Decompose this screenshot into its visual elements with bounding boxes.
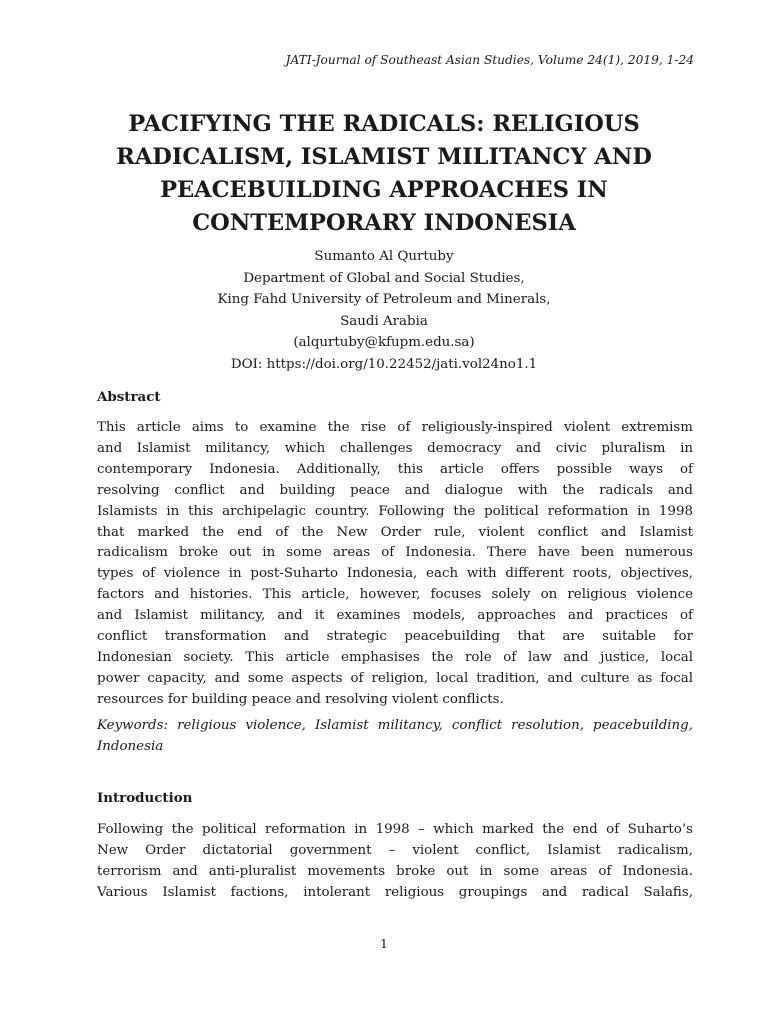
article-title: [80, 108, 688, 240]
title-line: PACIFYING THE RADICALS: RELIGIOUS: [128, 111, 640, 137]
author-email: (alqurtuby@kfupm.edu.sa): [293, 335, 475, 351]
abstract-line: types of violence in post-Suharto Indonesia, each with different roots, objectives,: [97, 566, 693, 582]
abstract-line: This article aims to examine the rise of religiously-inspired violent extremism: [97, 420, 693, 435]
page-number: 1: [380, 936, 388, 951]
abstract-line: contemporary Indonesia. Additionally, this article offers possible ways of: [97, 461, 693, 477]
keywords: [97, 716, 693, 758]
title-line: CONTEMPORARY INDONESIA: [192, 210, 576, 236]
abstract-line: Indonesian society. This article emphasises the role of law and justice, local: [97, 649, 693, 665]
title-line: RADICALISM, ISLAMIST MILITANCY AND: [116, 144, 652, 170]
abstract-line: and Islamist militancy, and it examines models, approaches and practices of: [97, 608, 693, 624]
author-university: King Fahd University of Petroleum and Minerals,: [217, 292, 551, 308]
introduction-text: [97, 820, 693, 904]
abstract-line: resolving conflict and building peace and dialogue with the radicals and: [97, 482, 693, 498]
author-name: Sumanto Al Qurtuby: [314, 249, 454, 264]
abstract-line: and Islamist militancy, which challenges democracy and civic pluralism in: [97, 440, 693, 456]
author-affiliation: [80, 246, 688, 376]
introduction-heading: Introduction: [97, 790, 193, 806]
abstract-line: Islamists in this archipelagic country. Following the political reformation in 1998: [97, 503, 693, 519]
author-country: Saudi Arabia: [340, 313, 428, 329]
abstract-line: resources for building peace and resolving violent conflicts.: [97, 691, 504, 707]
abstract-line: that marked the end of the New Order rule, violent conflict and Islamist: [97, 524, 693, 540]
keywords-line: Indonesia: [97, 738, 164, 754]
title-line: PEACEBUILDING APPROACHES IN: [160, 177, 608, 203]
abstract-text: [97, 418, 693, 711]
introduction-line: New Order dictatorial government – violent conflict, Islamist radicalism,: [97, 842, 693, 858]
keywords-line: Keywords: religious violence, Islamist militancy, conflict resolution, peacebuilding,: [97, 718, 693, 733]
abstract-line: power capacity, and some aspects of religion, local tradition, and culture as focal: [97, 670, 693, 686]
author-department: Department of Global and Social Studies,: [243, 270, 525, 286]
introduction-line: Following the political reformation in 1998 – which marked the end of Suharto’s: [97, 822, 693, 837]
introduction-line: terrorism and anti-pluralist movements broke out in some areas of Indonesia.: [97, 863, 693, 879]
journal-running-header: JATI-Journal of Southeast Asian Studies, Volume 24(1), 2019, 1-24: [285, 53, 694, 67]
abstract-line: conflict transformation and strategic peacebuilding that are suitable for: [97, 629, 693, 645]
abstract-line: factors and histories. This article, however, focuses solely on religious violence: [97, 587, 693, 603]
abstract-line: radicalism broke out in some areas of Indonesia. There have been numerous: [97, 545, 693, 561]
introduction-line: Various Islamist factions, intolerant religious groupings and radical Salafis,: [97, 884, 693, 900]
abstract-heading: Abstract: [97, 389, 161, 405]
doi-line: DOI: https://doi.org/10.22452/jati.vol24no1.1: [230, 356, 538, 372]
